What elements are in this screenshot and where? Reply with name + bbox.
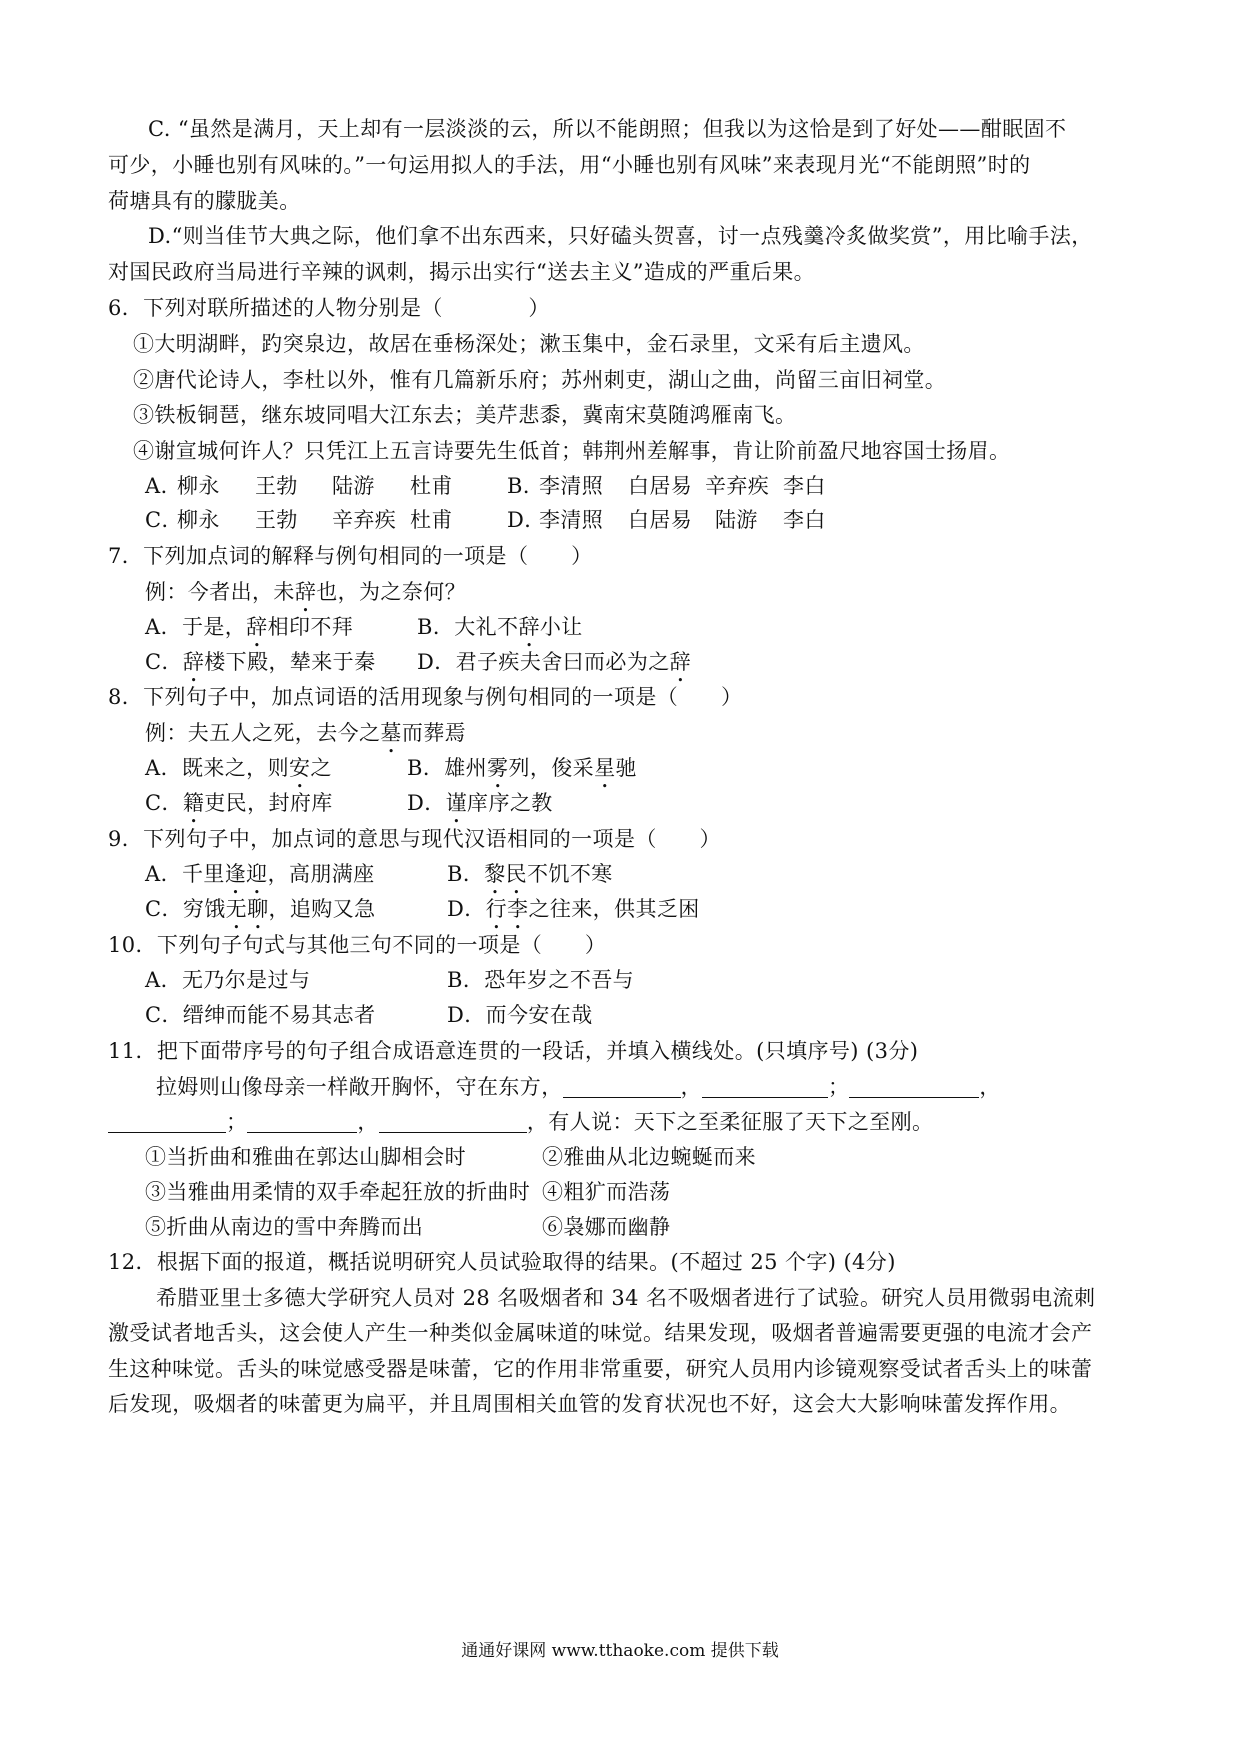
- q11-sentence-2: ②雅曲从北边蜿蜒而来: [542, 1145, 756, 1169]
- q8-stem: 8．下列句子中，加点词语的活用现象与例句相同的一项是（ ）: [108, 685, 743, 709]
- q11-sentence-6: ⑥袅娜而幽静: [542, 1215, 671, 1239]
- q11-blank-2[interactable]: [702, 1075, 828, 1098]
- q7-example: [145, 577, 466, 617]
- q9-option-a-dotted-word: 逢迎: [224, 862, 268, 886]
- q11-text-start: 拉姆则山像母亲一样敞开胸怀，守在东方，: [156, 1075, 563, 1099]
- q9-option-a: [145, 859, 375, 899]
- q7-option-d: [417, 647, 691, 687]
- q12-passage-line-2: 激受试者地舌头，这会使人产生一种类似金属味道的味觉。结果发现，吸烟者普遍需要更强的电流才会产: [108, 1321, 1093, 1345]
- q7-example-dotted-word: 辞: [294, 580, 317, 604]
- q6-couplet-4: ④谢宣城何许人？只凭江上五言诗要先生低首；韩荆州差解事，肯让阶前盈尺地容国士扬眉。: [133, 439, 1011, 463]
- q11-blank-3[interactable]: [849, 1075, 979, 1098]
- q6-option-d-name-1: 李清照: [539, 508, 604, 532]
- q7-option-b: [417, 612, 583, 652]
- q8-option-b-text-end: 驰: [615, 756, 637, 780]
- q9-option-c-text-end: ，追购又急: [268, 897, 376, 921]
- q8-option-d-text-end: 庠序之教: [467, 791, 553, 815]
- q6-couplet-3: ③铁板铜琶，继东坡同唱大江东去；美芹悲黍，冀南宋莫随鸿雁南飞。: [133, 403, 797, 427]
- q9-option-a-text: A．千里: [145, 862, 225, 886]
- q11-text-line-1: 拉姆则山像母亲一样敞开胸怀，守在东方， ， ； ，: [156, 1075, 1001, 1099]
- q7-option-b-dotted-word: 辞: [518, 615, 540, 639]
- q6-option-b-label: B．: [507, 474, 545, 498]
- q12-stem: 12．根据下面的报道，概括说明研究人员试验取得的结果。(不超过 25 个字) (4分): [108, 1250, 896, 1274]
- q9-option-d-text: D．: [447, 897, 486, 921]
- q6-options-row-2: [145, 505, 1045, 535]
- q8-option-d-text: D．: [407, 791, 446, 815]
- q7-example-text: 例：今者出，未: [145, 580, 295, 604]
- q7-option-c-text-end: 楼下殿，辇来于秦: [204, 650, 376, 674]
- q9-option-b: [447, 859, 613, 899]
- q8-option-d: [407, 788, 553, 828]
- q5-option-c-line-3: 荷塘具有的朦胧美。: [108, 189, 301, 213]
- q9-option-d-text-end: 之往来，供其乏困: [528, 897, 700, 921]
- q11-sentence-3: ③当雅曲用柔情的双手牵起狂放的折曲时: [145, 1180, 531, 1204]
- q6-option-a-name-4: 杜甫: [410, 474, 453, 498]
- q7-option-c-text: C．: [145, 650, 183, 674]
- q7-option-c-dotted-word: 辞: [182, 650, 205, 674]
- q7-option-a-text: A．于是，: [145, 615, 247, 639]
- q9-option-c-text: C．穷饿: [145, 897, 226, 921]
- q10-option-b: B．恐年岁之不吾与: [447, 968, 635, 992]
- q11-text-end: ，有人说：天下之至柔征服了天下之至刚。: [526, 1110, 934, 1134]
- q6-option-a-name-1: 柳永: [177, 474, 220, 498]
- q10-stem: 10．下列句子句式与其他三句不同的一项是（ ）: [108, 933, 607, 957]
- q11-blank-4[interactable]: [108, 1110, 226, 1133]
- q7-option-b-text: B．大礼不: [417, 615, 519, 639]
- footer-source: 通通好课网 www.tthaoke.com 提供下载: [461, 1641, 779, 1661]
- q11-sentence-5: ⑤折曲从南边的雪中奔腾而出: [145, 1215, 424, 1239]
- q9-option-d: [447, 894, 700, 934]
- q10-option-c: C．缙绅而能不易其志者: [145, 1003, 376, 1027]
- q6-couplet-2: ②唐代论诗人，李杜以外，惟有几篇新乐府；苏州刺吏，湖山之曲，尚留三亩旧祠堂。: [133, 368, 947, 392]
- q6-couplet-1: ①大明湖畔，趵突泉边，故居在垂杨深处；漱玉集中，金石录里，文采有后主遗风。: [133, 332, 925, 356]
- q11-sentence-4: ④粗犷而浩荡: [542, 1180, 671, 1204]
- q7-stem: 7．下列加点词的解释与例句相同的一项是（ ）: [108, 544, 593, 568]
- q8-option-b-text: B．雄州: [407, 756, 488, 780]
- q6-option-c-name-4: 杜甫: [410, 508, 453, 532]
- q8-option-b-dotted-word-2: 星: [594, 756, 616, 780]
- q9-option-b-text: B．: [447, 862, 485, 886]
- q7-option-d-text: D．君子疾夫舍曰而必为之: [417, 650, 670, 674]
- q6-options-row-1: [145, 471, 1045, 501]
- q6-option-c-label: C．: [145, 508, 183, 532]
- q7-option-a-dotted-word: 辞: [246, 615, 268, 639]
- q5-option-d-line-1: D.“则当佳节大典之际，他们拿不出东西来，只好磕头贺喜，讨一点残羹冷炙做奖赏”，用比喻手法，: [148, 224, 1093, 248]
- q9-stem: 9．下列句子中，加点词的意思与现代汉语相同的一项是（ ）: [108, 827, 721, 851]
- q5-option-d-line-2: 对国民政府当局进行辛辣的讽刺，揭示出实行“送去主义”造成的严重后果。: [108, 260, 816, 284]
- q6-option-d-name-2: 白居易: [628, 508, 693, 532]
- q8-option-b: [407, 753, 637, 793]
- q8-option-a-text: A．既来之，则: [145, 756, 289, 780]
- q9-option-b-text-end: 不饥不寒: [527, 862, 613, 886]
- q9-option-c: [145, 894, 375, 934]
- q8-option-a: [145, 753, 332, 793]
- q12-passage-line-1: 希腊亚里士多德大学研究人员对 28 名吸烟者和 34 名不吸烟者进行了试验。研究人员用微弱电流刺: [156, 1286, 1096, 1310]
- q5-option-c-line-1: C. “虽然是满月，天上却有一层淡淡的云，所以不能朗照；但我以为这恰是到了好处——酣眠固不: [148, 117, 1067, 141]
- q9-option-b-dotted-word: 黎民: [484, 862, 528, 886]
- q9-option-d-dotted-word: 行李: [485, 897, 529, 921]
- q6-option-c-name-3: 辛弃疾: [332, 508, 397, 532]
- q6-option-a-name-2: 王勃: [255, 474, 298, 498]
- q7-option-c: [145, 647, 375, 687]
- q8-option-d-dotted-word: 谨: [445, 791, 468, 815]
- q12-passage-line-3: 生这种味觉。舌头的味觉感受器是味蕾，它的作用非常重要，研究人员用内诊镜观察受试者舌头上的味蕾: [108, 1357, 1093, 1381]
- q7-option-a-text-end: 相印不拜: [267, 615, 354, 639]
- q7-option-d-dotted-word: 辞: [669, 650, 692, 674]
- q6-option-b-name-2: 白居易: [628, 474, 693, 498]
- q11-blank-6[interactable]: [379, 1110, 527, 1133]
- q8-option-a-dotted-word: 安: [288, 756, 311, 780]
- q6-option-b-name-4: 李白: [783, 474, 826, 498]
- q11-sentence-1: ①当折曲和雅曲在郭达山脚相会时: [145, 1145, 466, 1169]
- q6-option-b-name-1: 李清照: [539, 474, 604, 498]
- q11-blank-1[interactable]: [563, 1075, 681, 1098]
- q6-option-c-name-1: 柳永: [177, 508, 220, 532]
- q7-option-a: [145, 612, 353, 652]
- q8-example: [145, 718, 466, 758]
- q8-example-text: 例：夫五人之死，去今之: [145, 721, 381, 745]
- q12-passage-line-4: 后发现，吸烟者的味蕾更为扁平，并且周围相关血管的发育状况也不好，这会大大影响味蕾发挥作用。: [108, 1392, 1071, 1416]
- q6-option-a-label: A．: [145, 474, 182, 498]
- q11-text-line-2: ； ， ，有人说：天下之至柔征服了天下之至刚。: [108, 1107, 933, 1137]
- q6-option-d-name-3: 陆游: [715, 508, 758, 532]
- q5-option-c-line-2: 可少，小睡也别有风味的。”一句运用拟人的手法，用“小睡也别有风味”来表现月光“不能朗照”时的: [108, 153, 1031, 177]
- q8-option-c-text: C．: [145, 791, 183, 815]
- q9-option-a-text-end: ，高朋满座: [267, 862, 375, 886]
- q6-option-d-label: D．: [507, 508, 546, 532]
- q8-option-b-dotted-word-1: 雾: [487, 756, 509, 780]
- q8-option-c: [145, 788, 333, 828]
- q8-option-a-text-end: 之: [310, 756, 332, 780]
- q8-example-text-end: 而葬焉: [401, 721, 467, 745]
- q6-option-d-name-4: 李白: [783, 508, 826, 532]
- q8-option-c-dotted-word: 籍: [182, 791, 205, 815]
- q11-blank-5[interactable]: [247, 1110, 357, 1133]
- q8-option-b-text-middle: 列，俊采: [508, 756, 595, 780]
- q11-stem: 11．把下面带序号的句子组合成语意连贯的一段话，并填入横线处。(只填序号) (3分): [108, 1039, 919, 1063]
- q6-option-b-name-3: 辛弃疾: [705, 474, 770, 498]
- q6-option-a-name-3: 陆游: [332, 474, 375, 498]
- q6-option-c-name-2: 王勃: [255, 508, 298, 532]
- q8-example-dotted-word: 墓: [380, 721, 402, 745]
- q7-example-text-end: 也，为之奈何？: [316, 580, 467, 604]
- q10-option-a: A．无乃尔是过与: [145, 968, 311, 992]
- q7-option-b-text-end: 小让: [539, 615, 583, 639]
- q8-option-c-text-end: 吏民，封府库: [204, 791, 333, 815]
- q9-option-c-dotted-word: 无聊: [225, 897, 269, 921]
- q6-stem: 6．下列对联所描述的人物分别是（ ）: [108, 296, 550, 320]
- q10-option-d: D．而今安在哉: [447, 1003, 593, 1027]
